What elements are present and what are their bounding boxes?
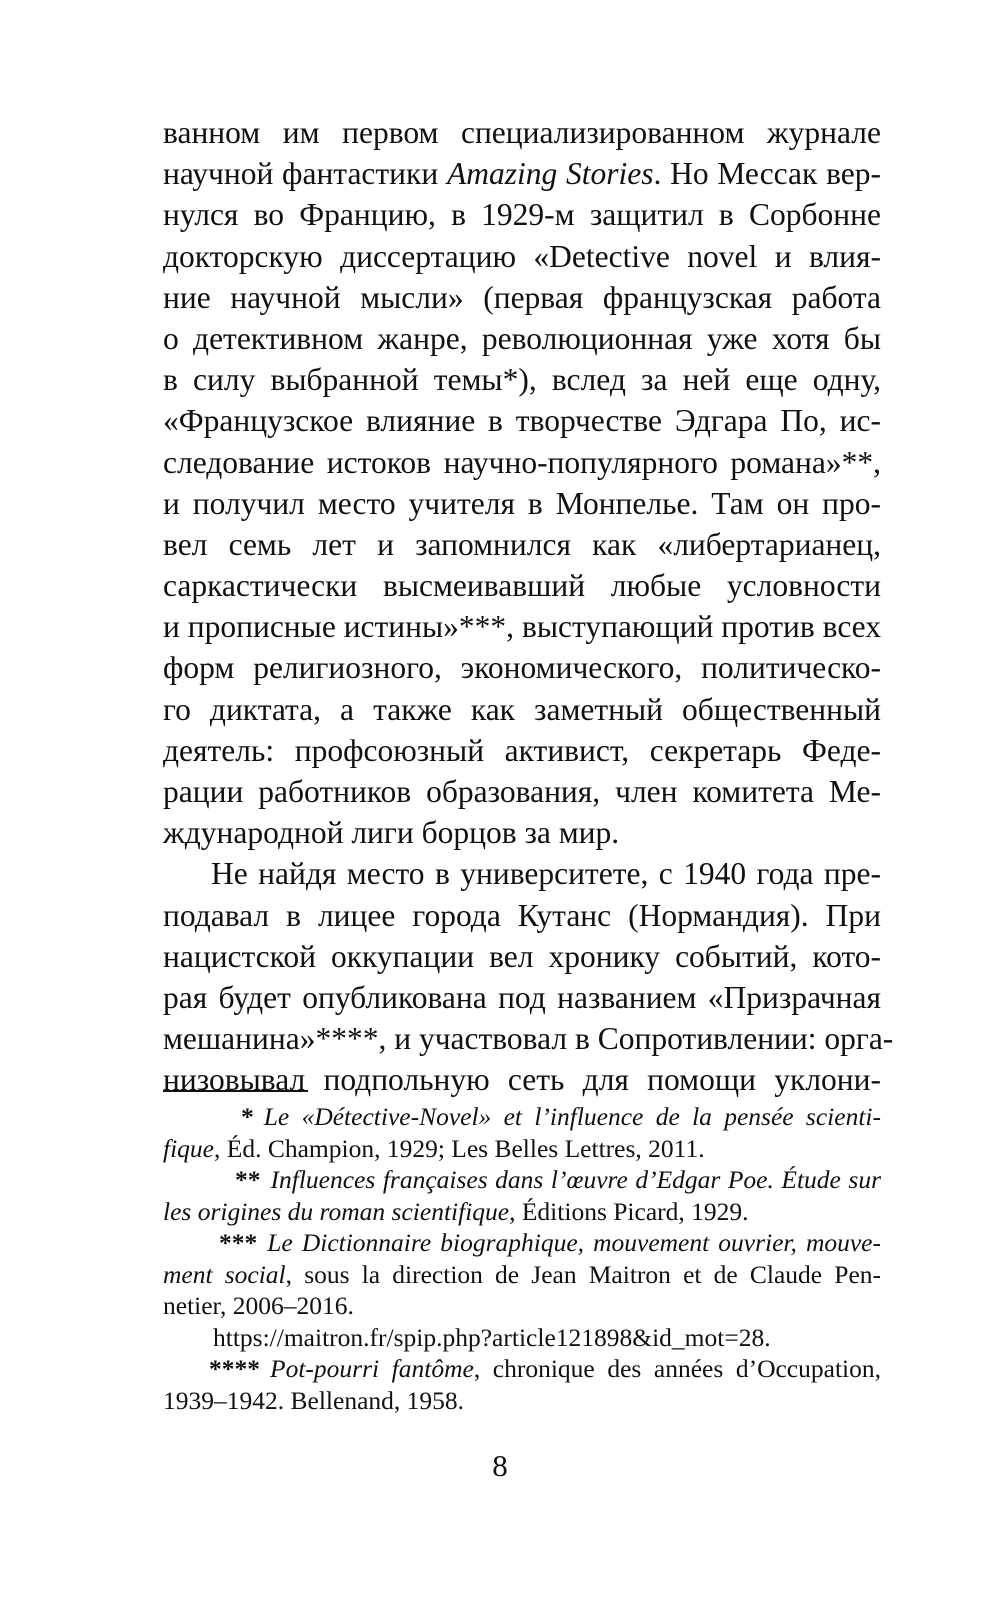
text-line: нацистской оккупации вел хронику событий, кото- bbox=[163, 938, 881, 974]
footnote-1-cont: fique, Éd. Champion, 1929; Les Belles Lettres, 2011. bbox=[163, 1133, 705, 1163]
text-line: рации работников образования, член комитета Ме- bbox=[163, 774, 881, 809]
text-line: вел семь лет и запомнился как «либертарианец, bbox=[163, 526, 881, 562]
footnote-3-url: https://maitron.fr/spip.php?article121898&id_mot=28. bbox=[213, 1322, 771, 1352]
text-line: нулся во Францию, в 1929-м защитил в Сорбонне bbox=[163, 197, 881, 233]
text-line: деятель: профсоюзный активист, секретарь Феде- bbox=[163, 732, 881, 768]
text-line: ванном им первом специализированном журнале bbox=[163, 115, 881, 150]
page-number: 8 bbox=[492, 1448, 508, 1483]
text-line: и прописные истины»***, выступающий против всех bbox=[163, 609, 881, 645]
footnote-3: *** Le Dictionnaire biographique, mouvement ouvrier, mouve- bbox=[219, 1228, 881, 1257]
footnote-3-cont: ment social, sous la direction de Jean Maitron et de Claude Pen- bbox=[163, 1259, 882, 1289]
journal-title: Amazing Stories bbox=[446, 156, 654, 192]
footnote-4-cont: 1939–1942. Bellenand, 1958. bbox=[163, 1385, 465, 1415]
text-line: саркастически высмеивавший любые условности bbox=[163, 568, 881, 604]
text-line: научной фантастики Amazing Stories. Но Мессак вер- bbox=[163, 156, 881, 192]
text-line: низовывал подпольную сеть для помощи уклони- bbox=[163, 1062, 881, 1098]
footnotes bbox=[163, 1101, 881, 1416]
text-line: го диктата, а также как заметный общественный bbox=[163, 691, 881, 727]
footnote-separator bbox=[163, 1090, 308, 1092]
text-line: мешанина»****, и участвовал в Сопротивлении: орга- bbox=[163, 1021, 894, 1057]
footnote-4: **** Pot-pourri fantôme, chronique des années d’Occupation, bbox=[209, 1354, 881, 1383]
footnote-mark: **** bbox=[209, 1354, 260, 1383]
text-line: следование истоков научно-популярного романа»**, bbox=[163, 444, 881, 480]
footnote-mark: * bbox=[241, 1102, 254, 1131]
footnote-2: ** Influences françaises dans l’œuvre d’Edgar Poe. Étude sur bbox=[235, 1165, 881, 1194]
footnote-2-cont: les origines du roman scientifique, Éditions Picard, 1929. bbox=[163, 1196, 749, 1226]
footnote-1: * Le «Détective-Novel» et l’influence de la pensée scienti- bbox=[241, 1102, 881, 1131]
text-line: рая будет опубликована под названием «Призрачная bbox=[163, 979, 881, 1015]
footnote-mark: *** bbox=[219, 1228, 258, 1257]
text-line: о детективном жанре, революционная уже хотя бы bbox=[163, 320, 881, 356]
text-line: Не найдя место в университете, с 1940 года пре- bbox=[211, 856, 881, 892]
text-line: докторскую диссертацию «Detective novel и влия- bbox=[163, 238, 881, 274]
text-line: подавал в лицее города Кутанс (Нормандия). При bbox=[163, 897, 881, 933]
text-line: в силу выбранной темы*), вслед за ней еще одну, bbox=[163, 362, 881, 398]
text-line: «Французское влияние в творчестве Эдгара По, ис- bbox=[163, 403, 881, 439]
text-line: форм религиозного, экономического, политическо- bbox=[163, 650, 881, 686]
text-line: и получил место учителя в Монпелье. Там он про- bbox=[163, 485, 881, 521]
footnote-mark: ** bbox=[235, 1165, 261, 1194]
footnote-3-cont: netier, 2006–2016. bbox=[163, 1291, 354, 1320]
text-line: ждународной лиги борцов за мир. bbox=[163, 815, 620, 851]
text-line: ние научной мысли» (первая французская работа bbox=[163, 279, 881, 315]
main-text bbox=[163, 112, 894, 1101]
